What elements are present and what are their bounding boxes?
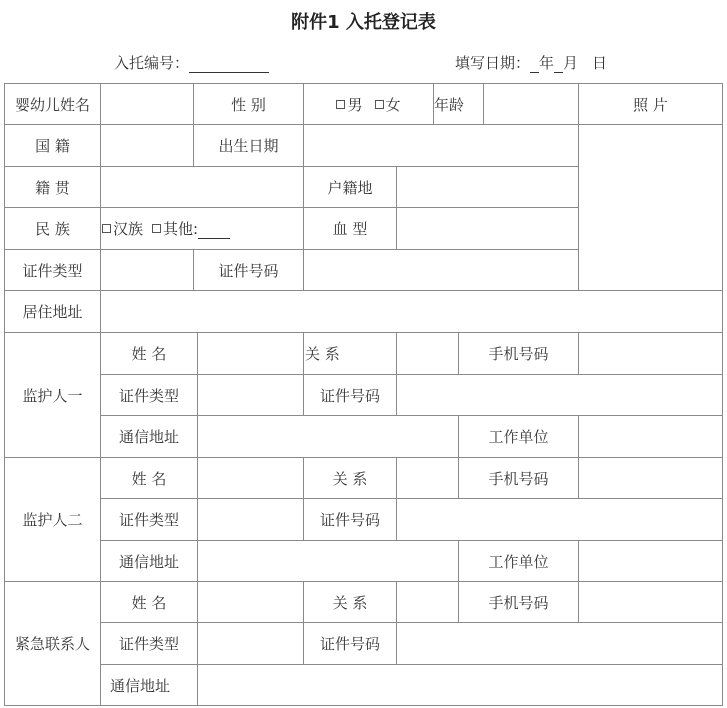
birth-date-label: 出生日期 — [193, 124, 304, 167]
guardian2-name-label: 姓 名 — [100, 457, 198, 499]
guardian2-phone-input[interactable] — [578, 457, 723, 499]
form-title: 附件1 入托登记表 — [291, 12, 436, 33]
guardian1-relation-input[interactable] — [396, 332, 459, 375]
month-input[interactable] — [554, 54, 563, 73]
guardian2-id-number-input[interactable] — [396, 498, 723, 541]
emergency-id-number-input[interactable] — [396, 622, 723, 665]
native-place-input[interactable] — [100, 166, 304, 208]
emergency-id-type-input[interactable] — [197, 622, 304, 665]
household-input[interactable] — [396, 166, 579, 208]
checkbox-icon[interactable] — [102, 224, 111, 233]
guardian1-id-number-input[interactable] — [396, 374, 723, 416]
emergency-relation-input[interactable] — [396, 581, 459, 623]
guardian2-relation-input[interactable] — [396, 457, 459, 499]
guardian1-name-label: 姓 名 — [100, 332, 198, 375]
guardian2-id-type-label: 证件类型 — [100, 498, 198, 541]
checkbox-icon[interactable] — [375, 100, 384, 109]
guardian2-phone-label: 手机号码 — [458, 457, 579, 499]
age-label: 年龄 — [433, 83, 484, 125]
ethnicity-han-option[interactable]: 汉族 — [102, 218, 143, 239]
guardian2-id-type-input[interactable] — [197, 498, 304, 541]
ethnicity-other-option[interactable]: 其他: — [152, 218, 230, 239]
emergency-address-input[interactable] — [197, 664, 723, 706]
child-id-type-label: 证件类型 — [4, 249, 101, 291]
guardian1-id-number-label: 证件号码 — [303, 374, 397, 416]
emergency-address-label: 通信地址 — [100, 664, 198, 706]
guardian1-id-type-label: 证件类型 — [100, 374, 198, 416]
guardian2-employer-input[interactable] — [578, 540, 723, 582]
guardian1-phone-label: 手机号码 — [458, 332, 579, 375]
household-label: 户籍地 — [303, 166, 397, 208]
guardian1-name-input[interactable] — [197, 332, 304, 375]
enroll-number-field — [114, 52, 269, 73]
enroll-number-input[interactable] — [189, 54, 269, 73]
photo-label: 照 片 — [578, 83, 723, 125]
ethnicity-options — [100, 207, 304, 250]
gender-label: 性 别 — [193, 83, 304, 125]
guardian1-employer-input[interactable] — [578, 415, 723, 458]
guardian1-employer-label: 工作单位 — [458, 415, 579, 458]
photo-area[interactable] — [578, 124, 723, 291]
year-input[interactable] — [530, 54, 539, 73]
nationality-input[interactable] — [100, 124, 194, 167]
ethnicity-other-input[interactable] — [198, 220, 230, 239]
emergency-section-label: 紧急联系人 — [4, 581, 101, 706]
child-id-number-label: 证件号码 — [193, 249, 304, 291]
fill-date-field — [455, 52, 607, 73]
child-id-type-input[interactable] — [100, 249, 194, 291]
enroll-number-label: 入托编号： — [114, 54, 190, 72]
year-label: 年 — [539, 54, 555, 72]
gender-female-option[interactable]: 女 — [375, 94, 401, 115]
blood-type-label: 血 型 — [303, 207, 397, 250]
guardian2-address-label: 通信地址 — [100, 540, 198, 582]
guardian2-relation-label: 关 系 — [303, 457, 397, 499]
emergency-phone-input[interactable] — [578, 581, 723, 623]
age-input[interactable] — [483, 83, 579, 125]
guardian2-employer-label: 工作单位 — [458, 540, 579, 582]
guardian1-relation-label: 关 系 — [303, 332, 397, 375]
checkbox-icon[interactable] — [336, 100, 345, 109]
checkbox-icon[interactable] — [152, 224, 161, 233]
emergency-id-type-label: 证件类型 — [100, 622, 198, 665]
guardian1-address-label: 通信地址 — [100, 415, 198, 458]
month-label: 月 — [563, 54, 579, 72]
guardian1-phone-input[interactable] — [578, 332, 723, 375]
guardian2-id-number-label: 证件号码 — [303, 498, 397, 541]
gender-options — [303, 83, 434, 125]
emergency-id-number-label: 证件号码 — [303, 622, 397, 665]
blood-type-input[interactable] — [396, 207, 579, 250]
ethnicity-label: 民 族 — [4, 207, 101, 250]
guardian1-section-label: 监护人一 — [4, 332, 101, 458]
guardian2-name-input[interactable] — [197, 457, 304, 499]
guardian1-id-type-input[interactable] — [197, 374, 304, 416]
birth-date-input[interactable] — [303, 124, 579, 167]
emergency-phone-label: 手机号码 — [458, 581, 579, 623]
gender-male-option[interactable]: 男 — [336, 94, 362, 115]
emergency-name-label: 姓 名 — [100, 581, 198, 623]
child-id-number-input[interactable] — [303, 249, 579, 291]
day-input[interactable] — [578, 54, 592, 72]
emergency-relation-label: 关 系 — [303, 581, 397, 623]
guardian2-section-label: 监护人二 — [4, 457, 101, 582]
child-address-label: 居住地址 — [4, 290, 101, 333]
day-label: 日 — [592, 54, 608, 72]
emergency-name-input[interactable] — [197, 581, 304, 623]
child-name-label: 婴幼儿姓名 — [4, 83, 101, 125]
fill-date-label: 填写日期： — [455, 54, 531, 72]
child-name-input[interactable] — [100, 83, 194, 125]
native-place-label: 籍 贯 — [4, 166, 101, 208]
child-address-input[interactable] — [100, 290, 723, 333]
guardian2-address-input[interactable] — [197, 540, 459, 582]
guardian1-address-input[interactable] — [197, 415, 459, 458]
nationality-label: 国 籍 — [4, 124, 101, 167]
